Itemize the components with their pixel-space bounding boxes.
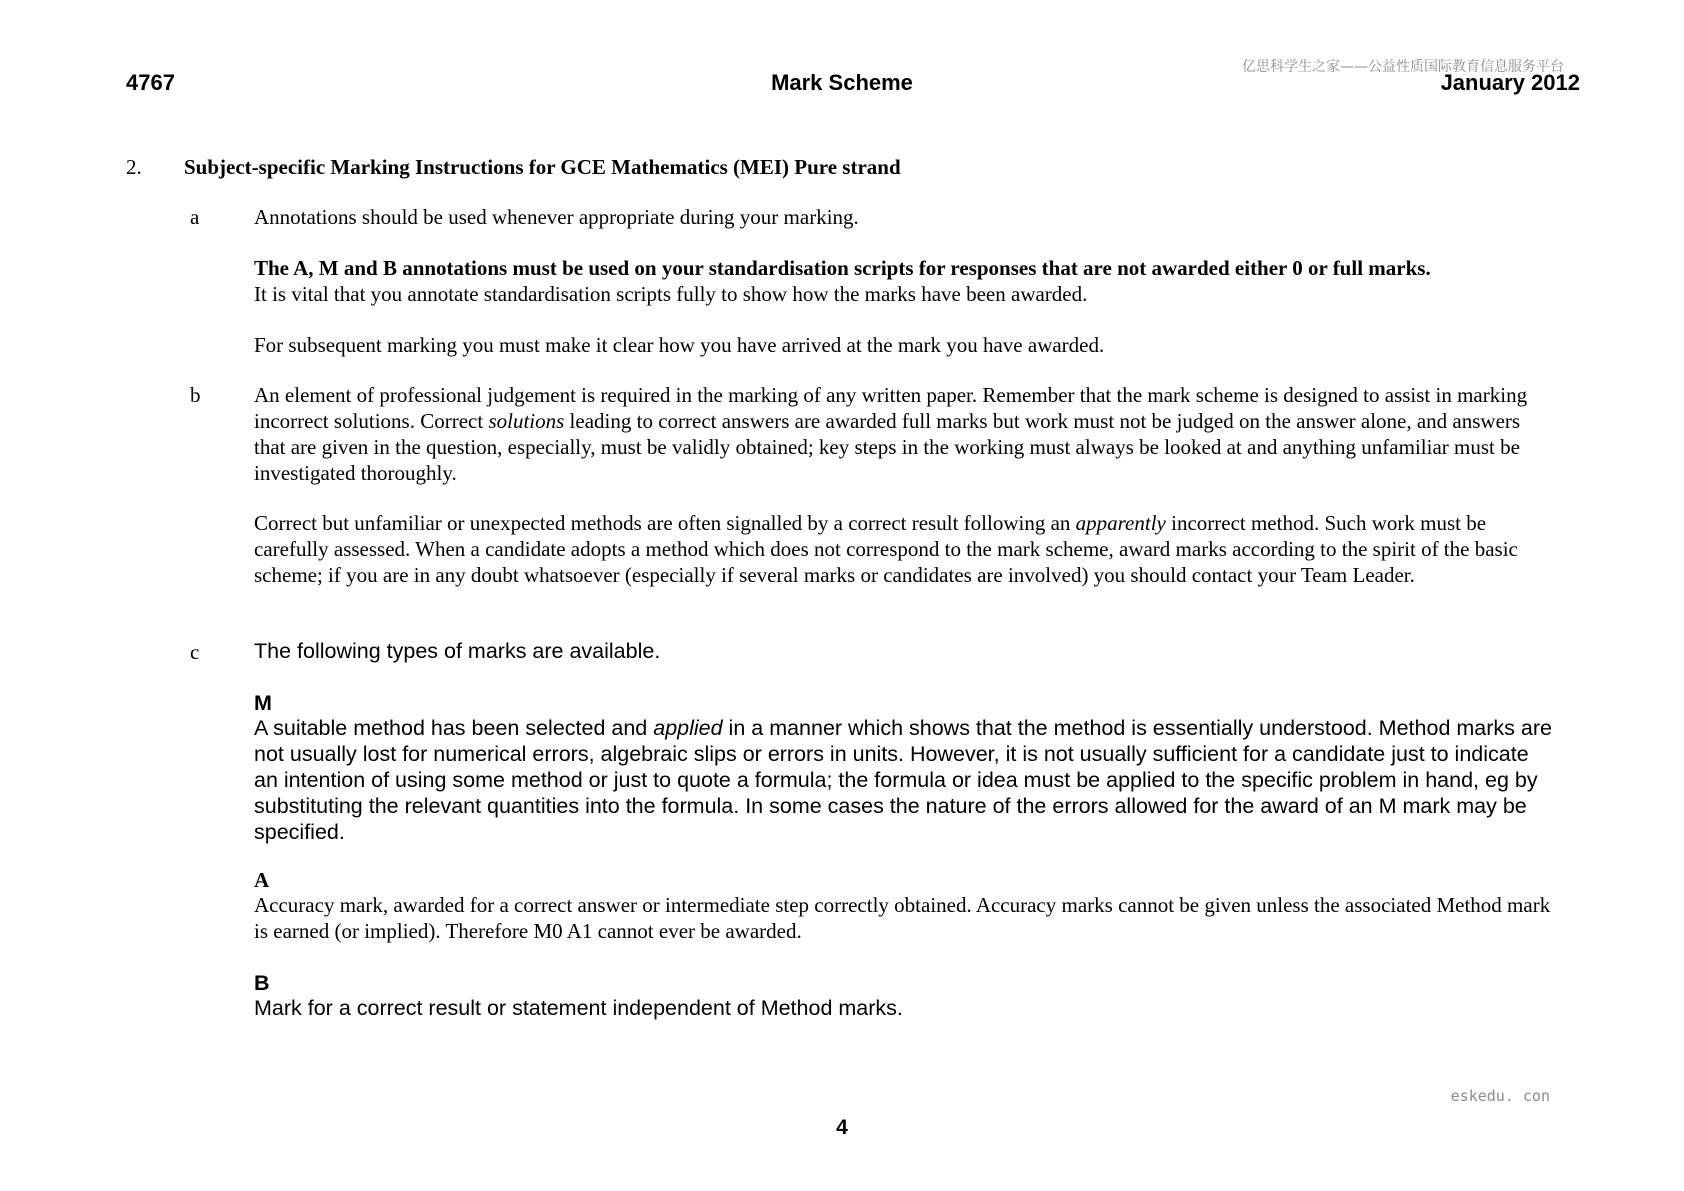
item-label-b: b	[190, 383, 201, 407]
item-b-p2-text-end: incorrect method. Such work must be carefully assessed. When a candidate adopts a method which does not correspond to the mark scheme, award marks according to the spirit of the basic scheme; if you are in any doubt whatsoever (especially if several marks or candidates are involved) you should contact your Team Leader.	[254, 511, 1518, 587]
item-b-paragraph-1	[254, 382, 1554, 486]
section-heading: Subject-specific Marking Instructions for GCE Mathematics (MEI) Pure strand	[184, 155, 901, 179]
mark-type-m-description	[254, 715, 1554, 845]
watermark-top: 亿思科学生之家——公益性质国际教育信息服务平台	[1242, 59, 1564, 75]
m-description-end: in a manner which shows that the method is essentially understood. Method marks are not usually lost for numerical errors, algebraic slips or errors in units. However, it is not usually sufficient for a candidate just to indicate an intention of using some method or just to quote a formula; the formula or idea must be applied to the specific problem in hand, eg by substituting the relevant quantities into the formula. In some cases the nature of the errors allowed for the award of an M mark may be specified.	[254, 716, 1552, 844]
item-label-c: c	[190, 640, 200, 664]
item-b-paragraph-2	[254, 510, 1554, 588]
section-number: 2.	[126, 155, 142, 179]
item-c-intro: The following types of marks are available.	[254, 639, 661, 663]
watermark-bottom: eskedu. con	[1450, 1087, 1550, 1105]
item-a-paragraph-3: For subsequent marking you must make it clear how you have arrived at the mark you have awarded.	[254, 333, 1105, 357]
page-number: 4	[836, 1116, 848, 1139]
item-a-paragraph-1: Annotations should be used whenever appropriate during your marking.	[254, 205, 859, 229]
m-description-start: A suitable method has been selected and	[254, 716, 654, 740]
item-b-p2-emphasis: apparently	[1075, 511, 1166, 535]
mark-type-m-heading: M	[254, 691, 272, 715]
mark-type-b-heading: B	[254, 971, 270, 995]
item-b-p1-emphasis: solutions	[488, 409, 565, 433]
item-b-p1-text-end: leading to correct answers are awarded full marks but work must not be judged on the answer alone, and answers that are given in the question, especially, must be validly obtained; key steps in the working must always be looked at and anything unfamiliar must be investigated thoroughly.	[254, 409, 1521, 485]
paper-code: 4767	[126, 70, 175, 95]
item-b-p1-text-start: An element of professional judgement is required in the marking of any written paper. Remember that the mark scheme is designed to assist in marking incorrect solutions. Correct	[254, 383, 1528, 433]
mark-type-a-description: Accuracy mark, awarded for a correct answer or intermediate step correctly obtained. Accuracy marks cannot be given unless the associated Method mark is earned (or implied). Therefore M0 A1 cannot ever be awarded.	[254, 893, 1551, 943]
item-b-p2-text-start: Correct but unfamiliar or unexpected methods are often signalled by a correct result following an	[254, 511, 1076, 535]
exam-date: January 2012	[1440, 70, 1580, 95]
m-description-emphasis: applied	[653, 716, 723, 740]
mark-type-b-description: Mark for a correct result or statement independent of Method marks.	[254, 996, 903, 1020]
item-a-instruction-detail: It is vital that you annotate standardisation scripts fully to show how the marks have been awarded.	[254, 282, 1088, 306]
page-title: Mark Scheme	[771, 70, 913, 95]
mark-type-a-heading: A	[254, 868, 270, 892]
item-a-bold-instruction: The A, M and B annotations must be used on your standardisation scripts for responses that are not awarded either 0 or full marks.	[254, 256, 1431, 280]
item-a-paragraph-2	[254, 255, 1554, 307]
item-label-a: a	[190, 205, 200, 229]
